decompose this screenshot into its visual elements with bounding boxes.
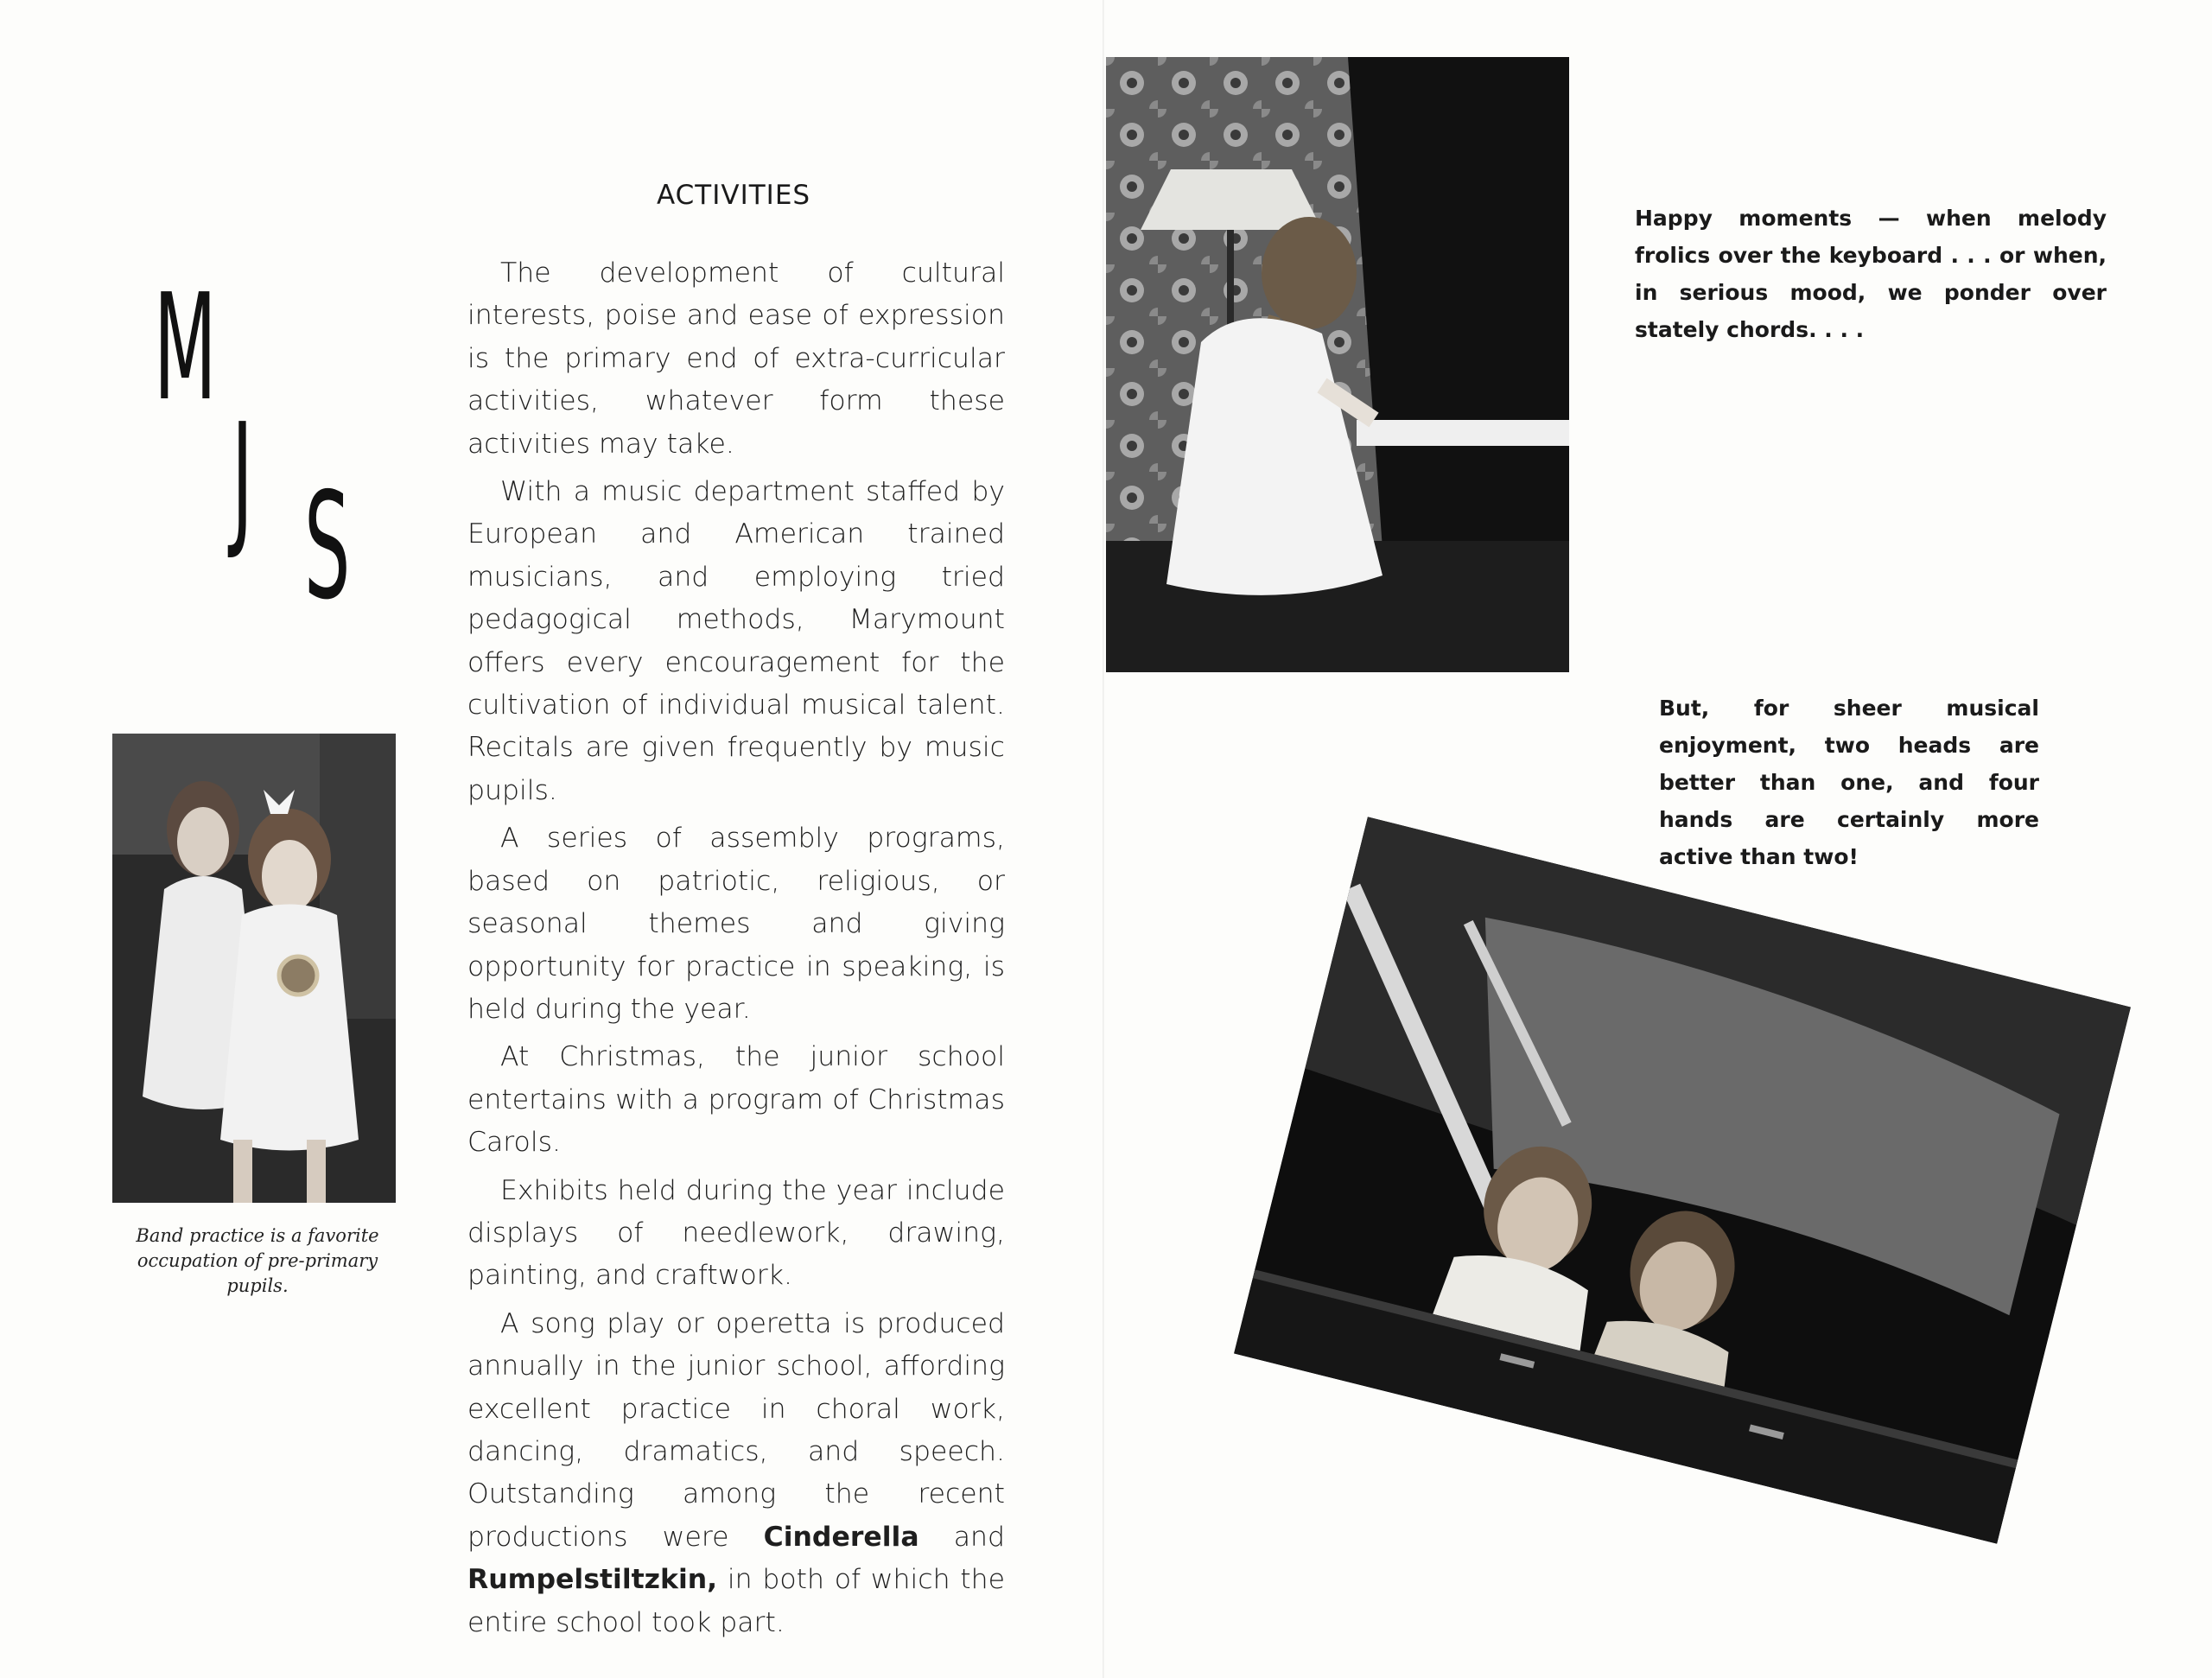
monogram-letter-s: S <box>304 461 351 632</box>
monogram-letter-m: M <box>154 263 217 434</box>
paragraph-2: With a music department staffed by European and American trained musicians, and employing tried pedagogical methods, Marymount offers every encouragement for the cultivation of individual musical talent. Recitals are given frequently by music pupils. <box>467 476 1005 806</box>
band-photo-caption: Band practice is a favorite occupation of pre-primary pupils. <box>136 1225 379 1296</box>
production-rumpelstiltzkin: Rumpelstiltzkin, <box>467 1564 718 1596</box>
duet-blurb: But, for sheer musical enjoyment, two heads are better than one, and four hands are certainly more active than two! <box>1659 696 2039 869</box>
paragraph-6 <box>467 1303 1005 1644</box>
paragraph-1: The development of cultural interests, poise and ease of expression is the primary end of extra-curricular activities, whatever form these activities may take. <box>467 257 1005 460</box>
activities-body <box>467 252 1005 1649</box>
paragraph-4: At Christmas, the junior school entertains with a program of Christmas Carols. <box>467 1041 1005 1159</box>
paragraph-6-intro: A song play or operetta is produced annually in the junior school, affording excellent practice in choral work, dancing, dramatics, and speech. Outstanding among the recent productions were <box>467 1307 1005 1553</box>
page-fold <box>1103 0 1104 1678</box>
piano-duet-photo <box>1234 817 2131 1543</box>
production-cinderella: Cinderella <box>763 1521 919 1553</box>
section-title: ACTIVITIES <box>657 180 811 211</box>
paragraph-3: A series of assembly programs, based on patriotic, religious, or seasonal themes and giving opportunity for practice in speaking, is held during the year. <box>467 823 1005 1025</box>
paragraph-6-connector: and <box>953 1521 1005 1553</box>
monogram-letter-j: J <box>232 392 253 563</box>
piano-blurb: Happy moments — when melody frolics over the keyboard . . . or when, in serious mood, we ponder over stately chords. . . . <box>1635 206 2107 342</box>
girl-at-piano-photo <box>1106 57 1569 672</box>
band-practice-photo <box>112 734 396 1203</box>
paragraph-5: Exhibits held during the year include displays of needlework, drawing, painting, and craftwork. <box>467 1174 1005 1292</box>
paragraph-6-outro: in both of which the entire school took part. <box>467 1564 1006 1638</box>
